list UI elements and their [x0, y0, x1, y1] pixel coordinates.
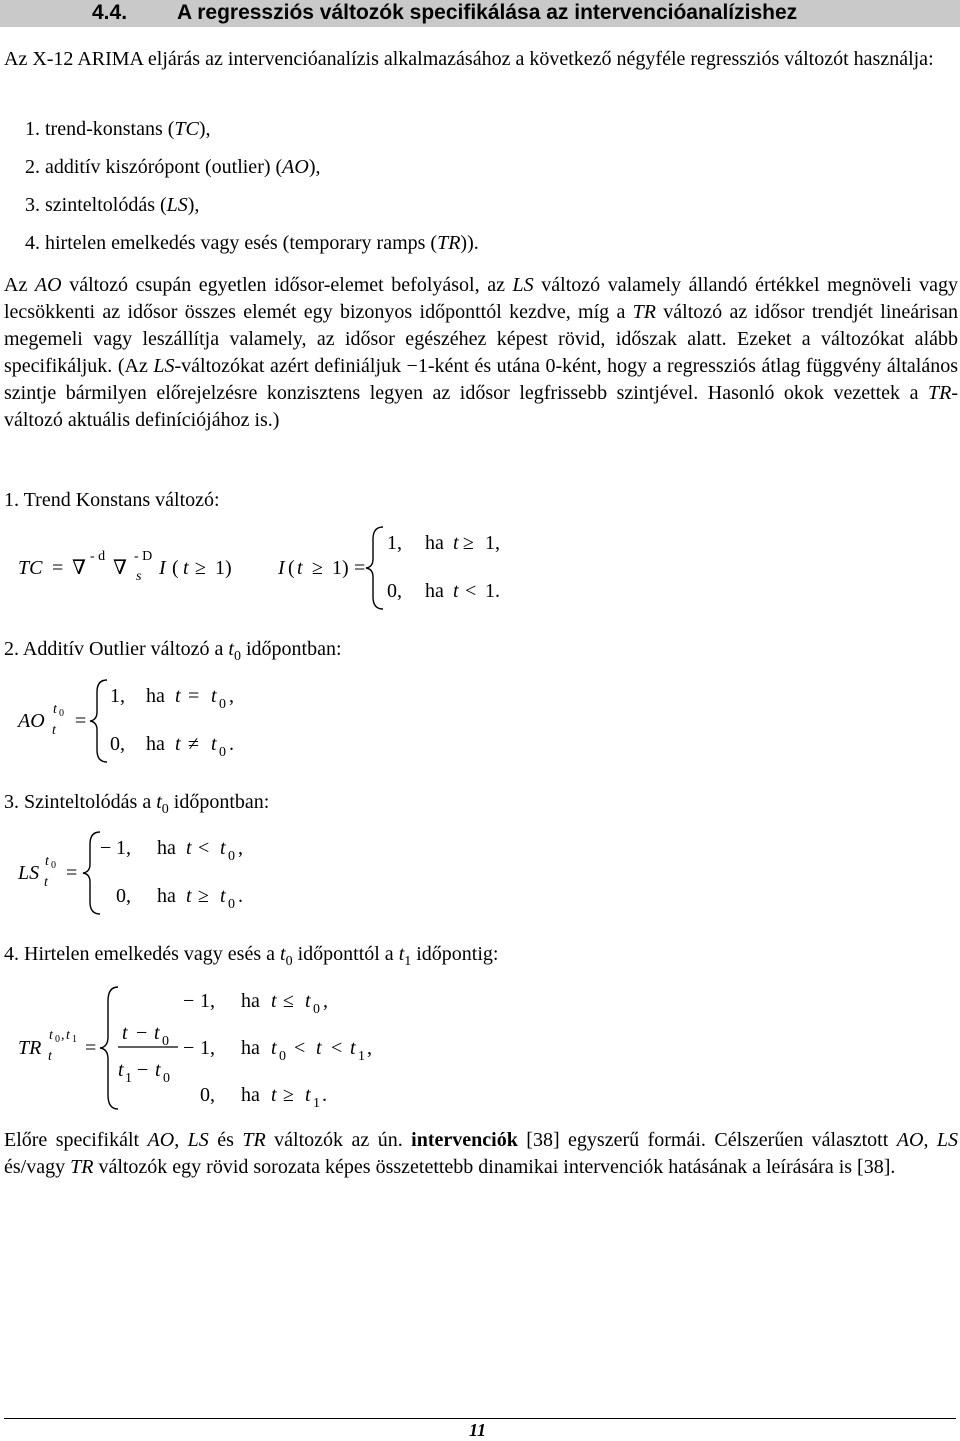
closing-paragraph: Előre specifikált AO, LS és TR változók az ún. intervenciók [38] egyszerű formái. Célszerűen választott AO, LS és/vagy TR változók egy rövid sorozata képes összetettebb dinamikai intervenciók hatásának a leírására is [38].: [4, 1129, 959, 1178]
svg-text:s: s: [136, 569, 142, 584]
svg-text:1: 1: [358, 1049, 365, 1064]
svg-text:0,: 0,: [387, 580, 402, 602]
svg-text:1,: 1,: [110, 685, 125, 707]
svg-text:t: t: [297, 557, 303, 579]
section-heading-bar: [0, 0, 960, 27]
regression-variable-list: [25, 115, 479, 267]
svg-text:1: 1: [485, 580, 495, 602]
section-2-label: 2. Additív Outlier változó a $t_0$ időpontban:: [4, 638, 342, 664]
svg-text:−: −: [183, 1037, 195, 1059]
list-item: 2. additív kiszórópont (outlier) (AO),: [25, 156, 321, 178]
svg-text:1,: 1,: [387, 532, 402, 554]
svg-text:): ): [225, 557, 232, 579]
trend-constant-formula: [0, 515, 960, 615]
svg-text:1,: 1,: [485, 532, 500, 554]
svg-text:≥: ≥: [463, 532, 474, 554]
svg-text:t: t: [271, 1037, 277, 1059]
additive-outlier-formula: [0, 668, 960, 768]
svg-text:t: t: [453, 580, 459, 602]
svg-text:(: (: [288, 557, 295, 579]
svg-text:ha: ha: [241, 1084, 260, 1106]
svg-text:1: 1: [72, 1034, 77, 1045]
svg-text:<: <: [331, 1037, 343, 1059]
svg-text:- D: - D: [134, 549, 153, 564]
section-3-label: 3. Szinteltolódás a $t_0$ időpontban:: [4, 791, 270, 817]
svg-text:1: 1: [332, 557, 342, 579]
svg-text:∇: ∇: [72, 557, 86, 579]
svg-text:.: .: [495, 580, 500, 602]
svg-text:=: =: [66, 862, 78, 884]
svg-text:0: 0: [313, 1002, 320, 1017]
svg-text:ha: ha: [425, 532, 444, 554]
section-title: A regressziós változók specifikálása az intervencióanalízishez: [177, 1, 798, 24]
section-1-label: 1. Trend Konstans változó:: [4, 489, 220, 511]
svg-text:=: =: [354, 557, 366, 579]
svg-text:t: t: [453, 532, 459, 554]
svg-text:1,: 1,: [200, 1037, 215, 1059]
svg-text:ha: ha: [146, 685, 165, 707]
list-item: 4. hirtelen emelkedés vagy esés (temporary ramps (TR)).: [25, 232, 479, 254]
page-number: 11: [469, 1420, 487, 1440]
svg-text:0: 0: [55, 1034, 60, 1045]
svg-text:TR: TR: [18, 1037, 42, 1059]
svg-text:t: t: [122, 1022, 128, 1044]
svg-text:t: t: [44, 875, 48, 890]
svg-text:ha: ha: [146, 733, 165, 755]
svg-text:0: 0: [279, 1049, 286, 1064]
section-4-label: 4. Hirtelen emelkedés vagy esés a $t_0$ időponttól a $t_1$ időpontig:: [4, 943, 499, 969]
svg-text:0: 0: [59, 708, 64, 719]
svg-text:t: t: [220, 885, 226, 907]
svg-text:1: 1: [313, 1096, 320, 1111]
level-shift-formula: [0, 820, 960, 920]
svg-text:∇: ∇: [113, 557, 127, 579]
svg-text:<: <: [198, 837, 210, 859]
list-item: 3. szinteltolódás (LS),: [25, 194, 200, 216]
svg-text:0: 0: [219, 745, 226, 760]
svg-text:LS: LS: [18, 862, 40, 884]
svg-text:≥: ≥: [195, 557, 206, 579]
svg-text:t: t: [175, 733, 181, 755]
svg-text:t: t: [186, 885, 192, 907]
svg-text:0: 0: [163, 1071, 170, 1086]
svg-text:t: t: [49, 1028, 53, 1043]
svg-text:I: I: [278, 557, 285, 579]
svg-text:I: I: [159, 557, 166, 579]
svg-text:0,: 0,: [116, 885, 131, 907]
svg-text:≤: ≤: [283, 990, 294, 1012]
svg-text:≠: ≠: [188, 733, 199, 755]
svg-text:0: 0: [228, 897, 235, 912]
svg-text:t: t: [186, 837, 192, 859]
list-item: 1. trend-konstans (TC),: [25, 118, 211, 140]
svg-text:ha: ha: [157, 885, 176, 907]
svg-text:t: t: [48, 1049, 52, 1064]
svg-text:≥: ≥: [312, 557, 323, 579]
svg-text:≥: ≥: [198, 885, 209, 907]
section-number: 4.4.: [92, 1, 128, 24]
svg-text:): ): [342, 557, 349, 579]
svg-text:- d: - d: [90, 549, 106, 564]
svg-text:AO: AO: [18, 710, 45, 732]
svg-text:.: .: [322, 1084, 327, 1106]
svg-text:0: 0: [51, 860, 56, 871]
svg-text:ha: ha: [241, 1037, 260, 1059]
svg-text:TC: TC: [18, 557, 43, 579]
piecewise-brace: [366, 527, 383, 609]
svg-text:t: t: [271, 990, 277, 1012]
svg-text:ha: ha: [425, 580, 444, 602]
svg-text:t: t: [211, 733, 217, 755]
svg-text:.: .: [229, 733, 234, 755]
svg-text:=: =: [188, 685, 200, 707]
svg-text:t: t: [271, 1084, 277, 1106]
svg-text:t: t: [305, 990, 311, 1012]
piecewise-brace: [90, 680, 107, 762]
svg-text:0,: 0,: [200, 1084, 215, 1106]
svg-text:1,: 1,: [200, 990, 215, 1012]
svg-text:,: ,: [323, 990, 328, 1012]
svg-text:,: ,: [367, 1037, 372, 1059]
svg-text:t: t: [45, 854, 49, 869]
svg-text:0,: 0,: [110, 733, 125, 755]
svg-text:1,: 1,: [116, 837, 131, 859]
svg-text:<: <: [294, 1037, 306, 1059]
svg-text:−: −: [183, 990, 195, 1012]
svg-text:t: t: [52, 723, 56, 738]
svg-text:≥: ≥: [283, 1084, 294, 1106]
svg-text:1: 1: [125, 1071, 132, 1086]
svg-text:0: 0: [228, 849, 235, 864]
svg-text:−: −: [136, 1022, 148, 1044]
svg-text:=: =: [75, 710, 87, 732]
svg-text:.: .: [238, 885, 243, 907]
svg-text:t: t: [118, 1059, 124, 1081]
svg-text:=: =: [52, 557, 64, 579]
svg-text:t: t: [220, 837, 226, 859]
svg-text:<: <: [465, 580, 477, 602]
svg-text:t: t: [305, 1084, 311, 1106]
svg-text:=: =: [85, 1037, 97, 1059]
piecewise-brace: [100, 987, 118, 1109]
svg-text:−: −: [137, 1059, 149, 1081]
svg-text:−: −: [100, 837, 112, 859]
svg-text:(: (: [172, 557, 179, 579]
svg-text:t: t: [154, 1022, 160, 1044]
svg-text:,: ,: [61, 1028, 65, 1043]
svg-text:t: t: [183, 557, 189, 579]
footer-divider: [4, 1418, 956, 1419]
svg-text:t: t: [155, 1059, 161, 1081]
svg-text:t: t: [350, 1037, 356, 1059]
piecewise-brace: [83, 832, 100, 914]
intro-paragraph: Az X-12 ARIMA eljárás az intervencióanalízis alkalmazásához a következő négyféle regressziós változót használja:: [4, 48, 934, 70]
svg-text:ha: ha: [157, 837, 176, 859]
svg-text:t: t: [53, 702, 57, 717]
svg-text:1: 1: [215, 557, 225, 579]
description-paragraph: Az AO változó csupán egyetlen idősor-elemet befolyásol, az LS változó valamely állandó értékkel megnöveli vagy lecsökkenti az idősor összes elemét egy bizonyos időponttól kezdve, míg a TR változó az idősor trendjét lineárisan megemeli vagy leszállítja valamely, az idősor egészéhez képest rövid, időszak alatt. Ezeket a változókat alább specifikáljuk. (Az LS-változókat azért definiáljuk −1-ként és utána 0-ként, hogy a regressziós átlag függvény általános szintje bármilyen előrejelzésre konzisztens legyen az idősor legfrissebb szintjével. Hasonló okok vezettek a TR-változó aktuális definíciójához is.): [4, 274, 959, 431]
svg-text:,: ,: [238, 837, 243, 859]
svg-text:ha: ha: [241, 990, 260, 1012]
svg-text:t: t: [316, 1037, 322, 1059]
svg-text:t: t: [175, 685, 181, 707]
svg-text:t: t: [66, 1028, 70, 1043]
svg-text:0: 0: [162, 1034, 169, 1049]
svg-text:,: ,: [229, 685, 234, 707]
svg-text:0: 0: [219, 697, 226, 712]
temporary-ramp-formula: [0, 975, 960, 1115]
svg-text:t: t: [211, 685, 217, 707]
